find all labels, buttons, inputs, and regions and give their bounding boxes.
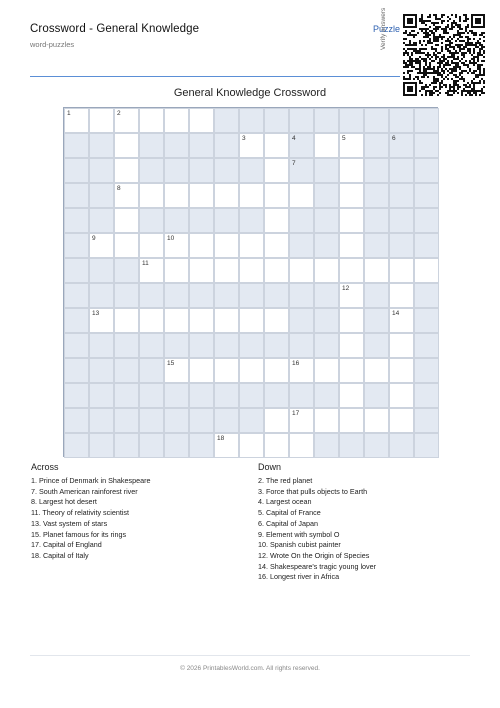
across-clue: 13. Vast system of stars — [31, 518, 108, 528]
grid-cell[interactable] — [189, 183, 214, 208]
header-divider — [30, 76, 400, 77]
down-clue: 16. Longest river in Africa — [258, 572, 340, 582]
grid-block — [64, 233, 89, 258]
grid-block — [89, 283, 114, 308]
grid-cell[interactable] — [264, 133, 289, 158]
grid-cell[interactable] — [264, 208, 289, 233]
grid-cell[interactable] — [264, 233, 289, 258]
grid-block — [89, 208, 114, 233]
grid-cell[interactable] — [164, 183, 189, 208]
grid-cell[interactable] — [164, 308, 189, 333]
grid-cell[interactable] — [189, 233, 214, 258]
grid-block — [89, 383, 114, 408]
grid-block — [164, 133, 189, 158]
grid-block — [64, 158, 89, 183]
grid-block — [139, 408, 164, 433]
grid-block — [189, 383, 214, 408]
grid-block — [139, 383, 164, 408]
grid-block — [314, 383, 339, 408]
grid-cell[interactable] — [264, 183, 289, 208]
grid-block — [289, 233, 314, 258]
grid-block — [89, 258, 114, 283]
clue-number: 3 — [242, 135, 246, 142]
grid-block — [164, 333, 189, 358]
grid-cell[interactable] — [164, 108, 189, 133]
grid-block — [364, 208, 389, 233]
grid-block — [389, 133, 414, 158]
grid-cell[interactable] — [114, 208, 139, 233]
grid-block — [139, 358, 164, 383]
grid-cell[interactable] — [339, 283, 364, 308]
grid-cell[interactable] — [239, 358, 264, 383]
page-header — [30, 18, 400, 78]
grid-block — [414, 133, 439, 158]
grid-cell[interactable] — [189, 358, 214, 383]
grid-block — [114, 358, 139, 383]
grid-block — [189, 333, 214, 358]
grid-block — [289, 108, 314, 133]
clue-number: 7 — [292, 160, 296, 167]
grid-block — [264, 283, 289, 308]
down-clue: 6. Capital of Japan — [258, 518, 318, 528]
down-clue: 5. Capital of France — [258, 508, 321, 518]
grid-block — [314, 108, 339, 133]
down-clue: 2. The red planet — [258, 476, 313, 485]
grid-block — [289, 133, 314, 158]
grid-block — [364, 283, 389, 308]
across-clue: 7. South American rainforest river — [31, 486, 138, 496]
grid-block — [389, 208, 414, 233]
grid-block — [114, 433, 139, 458]
grid-block — [364, 308, 389, 333]
grid-block — [214, 108, 239, 133]
down-clue: 3. Force that pulls objects to Earth — [258, 486, 368, 496]
grid-block — [214, 133, 239, 158]
grid-cell[interactable] — [139, 108, 164, 133]
grid-cell[interactable] — [339, 158, 364, 183]
grid-block — [264, 108, 289, 133]
grid-block — [289, 308, 314, 333]
grid-block — [289, 158, 314, 183]
down-clue: 12. Wrote On the Origin of Species — [258, 550, 370, 560]
down-clue-list — [258, 476, 376, 583]
grid-block — [114, 408, 139, 433]
grid-cell[interactable] — [214, 308, 239, 333]
clue-number: 12 — [342, 285, 350, 292]
grid-block — [239, 333, 264, 358]
grid-cell[interactable] — [239, 433, 264, 458]
clue-number: 13 — [92, 310, 100, 317]
grid-cell[interactable] — [214, 183, 239, 208]
clue-number: 14 — [392, 310, 400, 317]
down-heading: Down — [258, 462, 282, 472]
grid-cell[interactable] — [339, 208, 364, 233]
grid-block — [64, 183, 89, 208]
grid-cell[interactable] — [339, 183, 364, 208]
grid-block — [289, 208, 314, 233]
grid-block — [289, 383, 314, 408]
grid-block — [89, 358, 114, 383]
grid-block — [314, 208, 339, 233]
grid-block — [89, 133, 114, 158]
grid-cell[interactable] — [214, 358, 239, 383]
across-clue: 1. Prince of Denmark in Shakespeare — [31, 476, 151, 485]
grid-cell[interactable] — [389, 358, 414, 383]
grid-cell[interactable] — [214, 233, 239, 258]
grid-block — [64, 358, 89, 383]
grid-block — [389, 108, 414, 133]
grid-block — [414, 183, 439, 208]
grid-cell[interactable] — [339, 408, 364, 433]
grid-block — [214, 383, 239, 408]
grid-block — [364, 183, 389, 208]
grid-cell[interactable] — [289, 433, 314, 458]
across-clue-list — [31, 476, 150, 562]
grid-cell[interactable] — [89, 233, 114, 258]
grid-block — [239, 108, 264, 133]
grid-block — [64, 408, 89, 433]
grid-cell[interactable] — [389, 258, 414, 283]
grid-block — [364, 233, 389, 258]
grid-block — [389, 433, 414, 458]
grid-block — [264, 383, 289, 408]
grid-cell[interactable] — [239, 308, 264, 333]
grid-block — [164, 158, 189, 183]
grid-block — [364, 108, 389, 133]
grid-block — [64, 258, 89, 283]
clue-number: 5 — [342, 135, 346, 142]
grid-block — [239, 283, 264, 308]
grid-block — [339, 108, 364, 133]
grid-block — [189, 208, 214, 233]
grid-cell[interactable] — [164, 233, 189, 258]
grid-block — [189, 433, 214, 458]
grid-block — [114, 283, 139, 308]
grid-block — [64, 208, 89, 233]
grid-block — [389, 183, 414, 208]
grid-cell[interactable] — [264, 308, 289, 333]
page-subtitle: word-puzzles — [30, 40, 75, 49]
grid-cell[interactable] — [239, 258, 264, 283]
grid-block — [64, 383, 89, 408]
grid-cell[interactable] — [264, 258, 289, 283]
grid-block — [414, 408, 439, 433]
grid-block — [314, 433, 339, 458]
grid-cell[interactable] — [339, 383, 364, 408]
down-clue: 9. Element with symbol O — [258, 529, 340, 539]
grid-block — [314, 333, 339, 358]
grid-cell[interactable] — [289, 358, 314, 383]
grid-cell[interactable] — [239, 183, 264, 208]
grid-cell[interactable] — [114, 233, 139, 258]
grid-block — [164, 408, 189, 433]
grid-cell[interactable] — [114, 183, 139, 208]
grid-cell[interactable] — [189, 308, 214, 333]
grid-cell[interactable] — [389, 333, 414, 358]
grid-cell[interactable] — [239, 133, 264, 158]
grid-block — [414, 283, 439, 308]
clue-number: 4 — [292, 135, 296, 142]
clue-number: 1 — [67, 110, 71, 117]
grid-cell[interactable] — [239, 233, 264, 258]
grid-block — [189, 408, 214, 433]
footer-divider — [30, 655, 470, 656]
grid-block — [164, 433, 189, 458]
grid-block — [64, 283, 89, 308]
clue-number: 17 — [292, 410, 300, 417]
clue-number: 16 — [292, 360, 300, 367]
grid-cell[interactable] — [164, 358, 189, 383]
grid-block — [89, 183, 114, 208]
grid-block — [89, 433, 114, 458]
grid-cell[interactable] — [164, 258, 189, 283]
grid-cell[interactable] — [314, 258, 339, 283]
grid-block — [189, 133, 214, 158]
crossword-grid — [63, 107, 438, 457]
grid-block — [414, 108, 439, 133]
puzzle-tag: Puzzle — [372, 24, 400, 34]
across-clue: 18. Capital of Italy — [31, 550, 89, 560]
grid-block — [239, 158, 264, 183]
clue-number: 10 — [167, 235, 175, 242]
grid-block — [289, 283, 314, 308]
clue-number: 2 — [117, 110, 121, 117]
grid-block — [239, 383, 264, 408]
across-heading: Across — [31, 462, 59, 472]
grid-cell[interactable] — [364, 408, 389, 433]
grid-cell[interactable] — [264, 158, 289, 183]
grid-block — [64, 333, 89, 358]
grid-block — [314, 158, 339, 183]
grid-cell[interactable] — [364, 358, 389, 383]
grid-block — [164, 283, 189, 308]
grid-block — [239, 208, 264, 233]
grid-block — [289, 333, 314, 358]
down-clue: 4. Largest ocean — [258, 497, 312, 507]
grid-cell[interactable] — [339, 233, 364, 258]
grid-block — [364, 158, 389, 183]
across-clue: 15. Planet famous for its rings — [31, 529, 127, 539]
grid-block — [139, 208, 164, 233]
grid-block — [264, 333, 289, 358]
grid-cell[interactable] — [214, 433, 239, 458]
across-clue: 8. Largest hot desert — [31, 497, 97, 507]
grid-block — [64, 133, 89, 158]
grid-block — [189, 158, 214, 183]
grid-cell[interactable] — [264, 358, 289, 383]
grid-block — [89, 158, 114, 183]
clue-number: 6 — [392, 135, 396, 142]
grid-cell[interactable] — [139, 183, 164, 208]
grid-block — [314, 183, 339, 208]
grid-cell[interactable] — [389, 308, 414, 333]
grid-block — [139, 333, 164, 358]
grid-cell[interactable] — [339, 133, 364, 158]
grid-block — [164, 383, 189, 408]
grid-block — [214, 283, 239, 308]
grid-cell[interactable] — [314, 408, 339, 433]
grid-cell[interactable] — [114, 108, 139, 133]
grid-cell[interactable] — [389, 283, 414, 308]
grid-block — [389, 158, 414, 183]
grid-cell[interactable] — [339, 333, 364, 358]
grid-block — [89, 333, 114, 358]
grid-cell[interactable] — [114, 133, 139, 158]
grid-block — [64, 308, 89, 333]
grid-cell[interactable] — [189, 108, 214, 133]
grid-cell[interactable] — [289, 258, 314, 283]
across-clue: 17. Capital of England — [31, 540, 102, 550]
down-clue: 14. Shakespeare's tragic young lover — [258, 561, 377, 571]
grid-cell[interactable] — [139, 233, 164, 258]
grid-block — [414, 233, 439, 258]
qr-code-icon[interactable] — [403, 14, 485, 96]
clue-number: 11 — [142, 260, 149, 267]
clue-number: 8 — [117, 185, 121, 192]
grid-block — [214, 333, 239, 358]
grid-block — [414, 358, 439, 383]
grid-block — [214, 208, 239, 233]
grid-block — [189, 283, 214, 308]
grid-cell[interactable] — [364, 258, 389, 283]
grid-block — [314, 233, 339, 258]
grid-cell[interactable] — [264, 433, 289, 458]
down-clue: 10. Spanish cubist painter — [258, 540, 341, 550]
grid-cell[interactable] — [64, 108, 89, 133]
grid-cell[interactable] — [214, 258, 239, 283]
grid-block — [139, 283, 164, 308]
grid-block — [414, 433, 439, 458]
grid-block — [139, 133, 164, 158]
grid-cell[interactable] — [389, 408, 414, 433]
grid-block — [414, 383, 439, 408]
grid-cell[interactable] — [389, 383, 414, 408]
grid-cell[interactable] — [289, 183, 314, 208]
grid-block — [114, 383, 139, 408]
grid-cell[interactable] — [139, 258, 164, 283]
grid-block — [164, 208, 189, 233]
grid-block — [414, 333, 439, 358]
clue-number: 18 — [217, 435, 225, 442]
grid-cell[interactable] — [289, 408, 314, 433]
grid-cell[interactable] — [189, 258, 214, 283]
grid-block — [389, 233, 414, 258]
grid-cell[interactable] — [414, 258, 439, 283]
grid-block — [214, 158, 239, 183]
grid-block — [314, 283, 339, 308]
puzzle-title: General Knowledge Crossword — [173, 87, 327, 99]
grid-block — [64, 433, 89, 458]
grid-block — [114, 333, 139, 358]
clue-number: 15 — [167, 360, 175, 367]
grid-block — [139, 158, 164, 183]
grid-cell[interactable] — [339, 358, 364, 383]
grid-block — [114, 258, 139, 283]
grid-cell[interactable] — [314, 358, 339, 383]
grid-block — [364, 133, 389, 158]
grid-block — [364, 383, 389, 408]
grid-block — [414, 208, 439, 233]
grid-block — [339, 433, 364, 458]
grid-cell[interactable] — [114, 158, 139, 183]
grid-block — [214, 408, 239, 433]
grid-cell[interactable] — [339, 308, 364, 333]
grid-cell[interactable] — [139, 308, 164, 333]
footer-copyright: © 2026 PrintablesWorld.com. All rights reserved. — [180, 665, 320, 672]
grid-block — [414, 158, 439, 183]
grid-block — [314, 308, 339, 333]
clue-number: 9 — [92, 235, 96, 242]
grid-block — [139, 433, 164, 458]
grid-cell[interactable] — [339, 258, 364, 283]
grid-block — [414, 308, 439, 333]
page-title: Crossword - General Knowledge — [30, 23, 200, 35]
verify-answers-label: Verify answers — [380, 7, 387, 50]
across-clue: 11. Theory of relativity scientist — [31, 508, 130, 518]
grid-cell[interactable] — [264, 408, 289, 433]
grid-cell[interactable] — [114, 308, 139, 333]
grid-block — [364, 433, 389, 458]
grid-block — [89, 408, 114, 433]
grid-cell[interactable] — [89, 308, 114, 333]
grid-cell[interactable] — [89, 108, 114, 133]
grid-block — [364, 333, 389, 358]
grid-cell[interactable] — [314, 133, 339, 158]
grid-block — [239, 408, 264, 433]
